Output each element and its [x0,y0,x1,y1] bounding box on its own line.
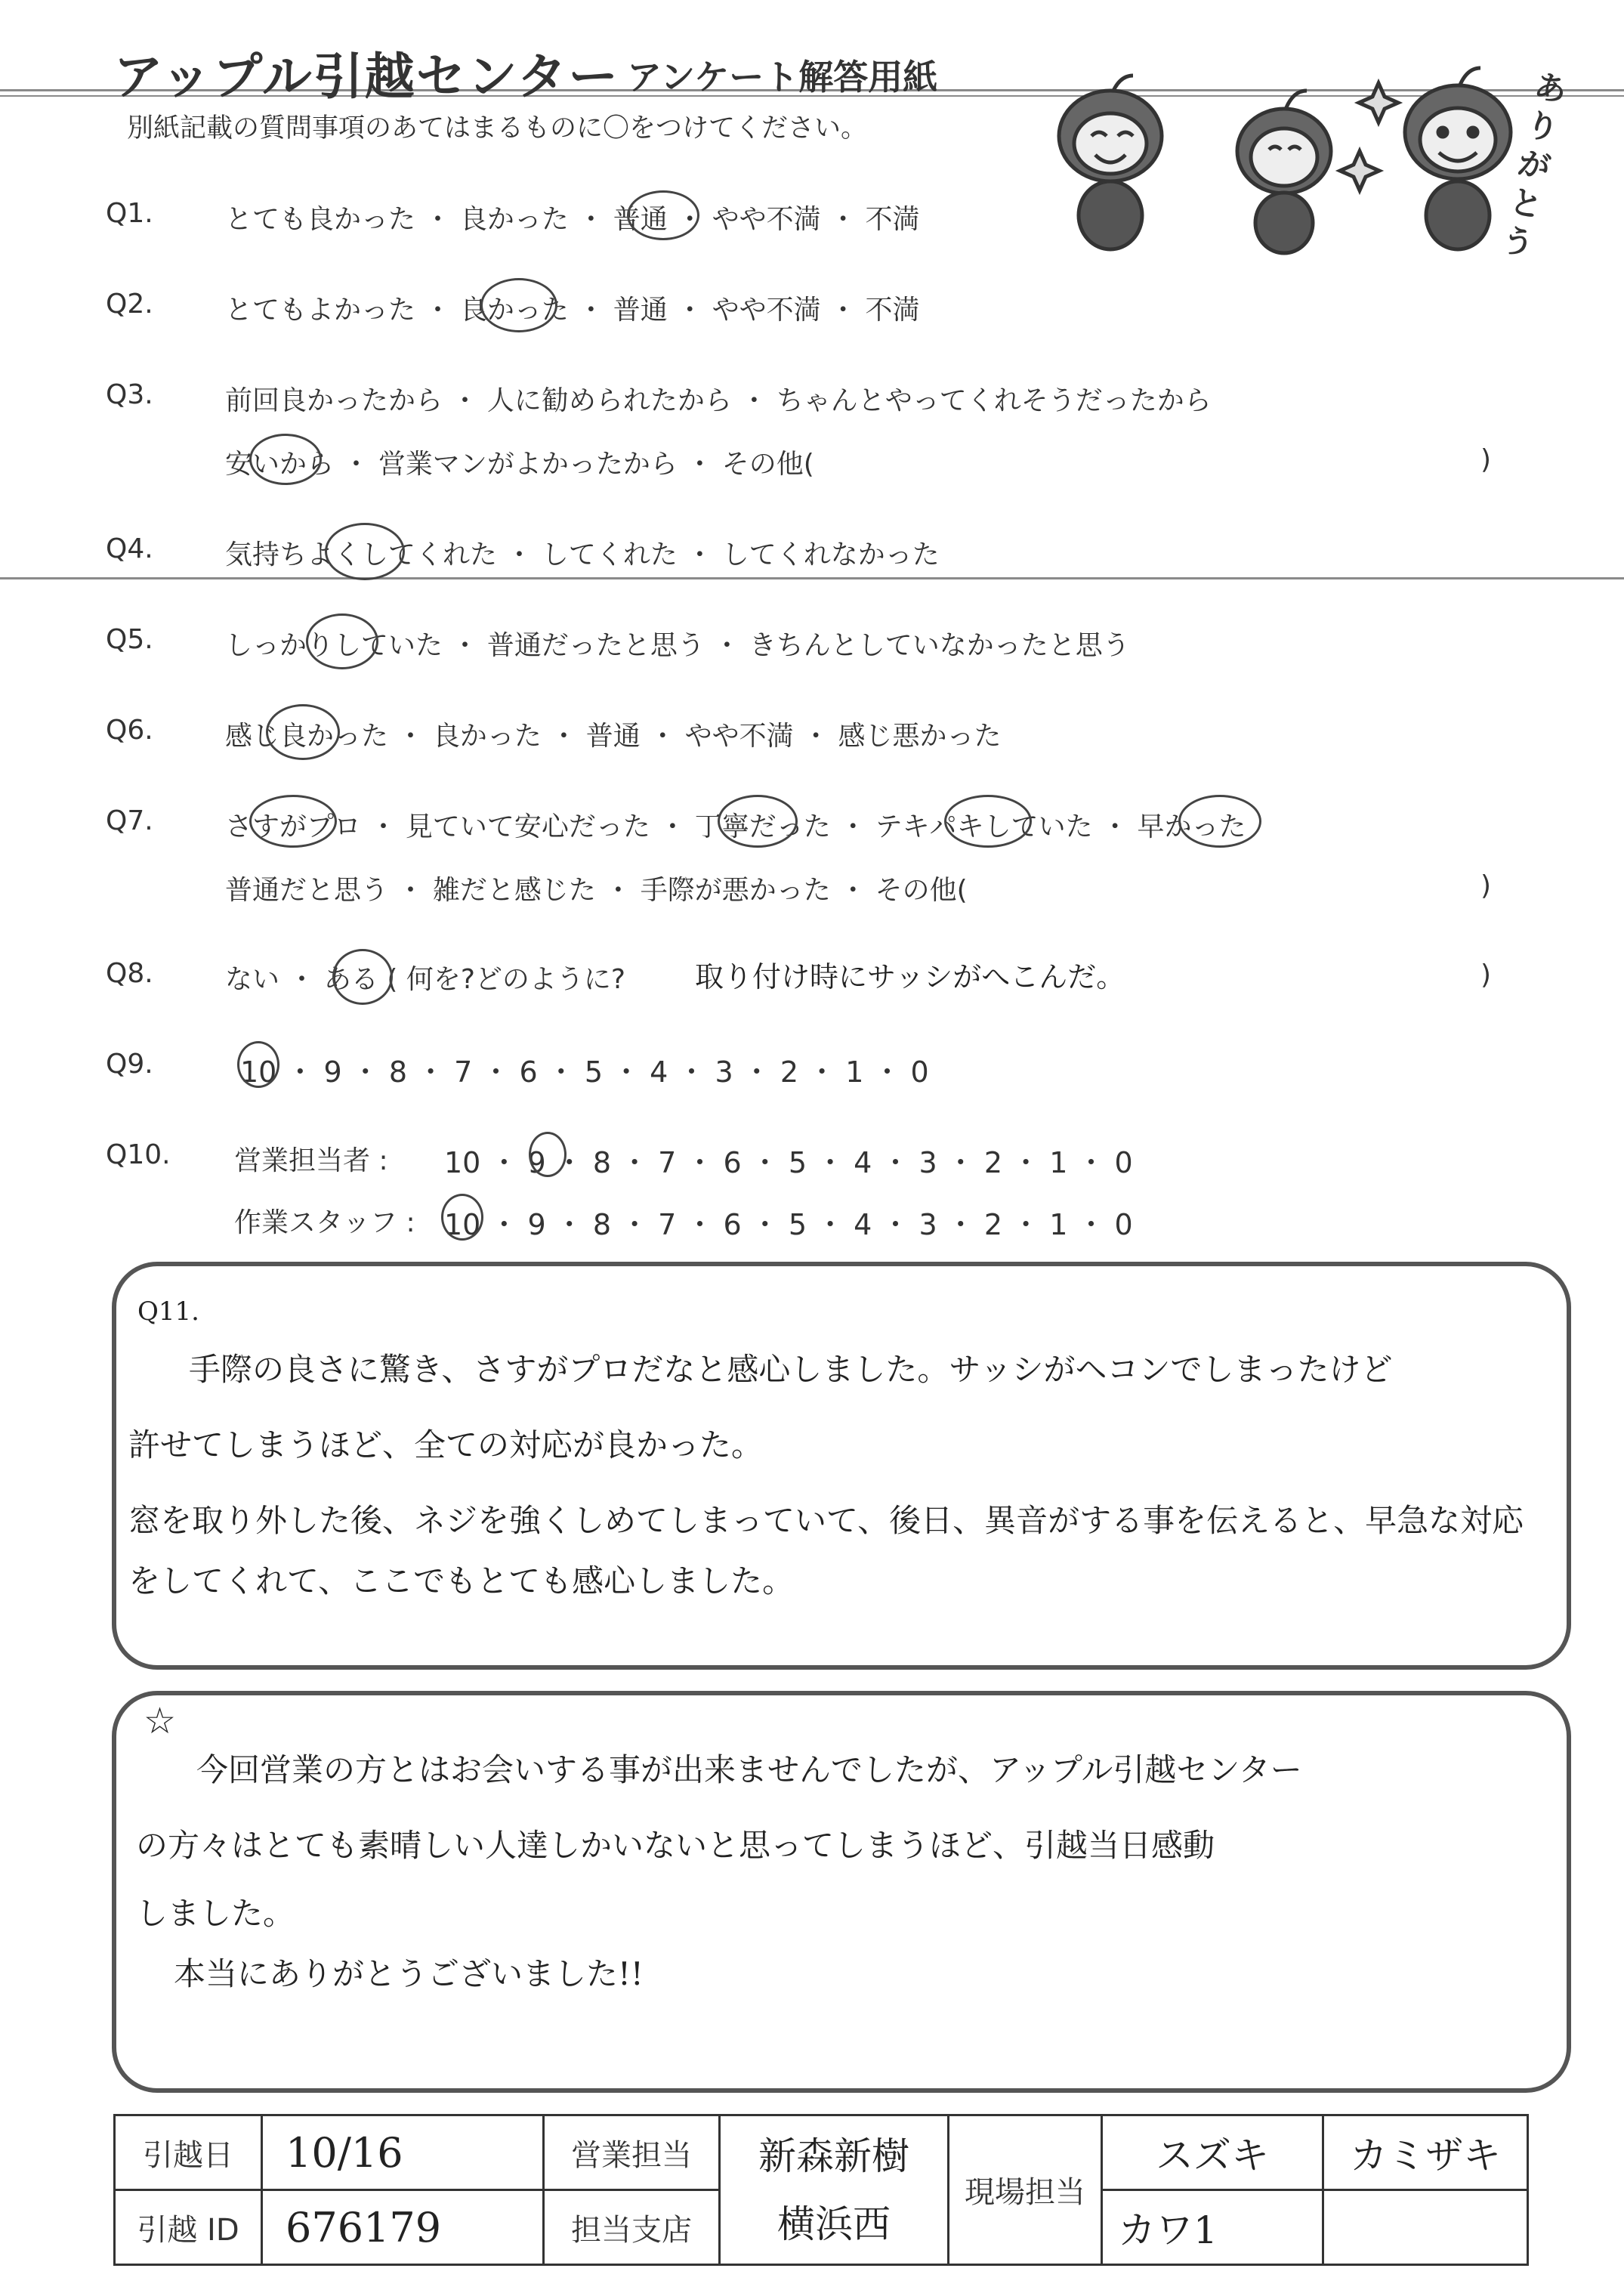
site-staff-name-3: カワ1 [1118,2208,1218,2252]
q7-options-line2: 普通だと思う ・ 雑だと感じた ・ 手際が悪かった ・ その他( [225,875,968,906]
site-staff-name-2: カミザキ [1350,2134,1501,2177]
q5-options: しっかりしていた ・ 普通だったと思う ・ きちんとしていなかったと思う [225,630,1130,661]
q7-close-paren: ) [1480,870,1492,901]
monkey-mascots-illustration [1035,53,1548,257]
q2-options: とてもよかった ・ 良かった ・ 普通 ・ やや不満 ・ 不満 [225,295,920,326]
q1-label: Q1. [106,198,153,229]
free-comment-line-1: 今回営業の方とはお会いする事が出来ませんでしたが、アップル引越センター [196,1751,1302,1788]
q7-options-line1: さすがプロ ・ 見ていて安心だった ・ 丁寧だった ・ テキパキしていた ・ 早かった [225,811,1246,842]
q1-options: とても良かった ・ 良かった ・ 普通 ・ やや不満 ・ 不満 [225,204,920,235]
company-title: アップル引越センター [113,48,620,106]
q11-line-1: 手際の良さに驚き、さすがプロだなと感心しました。サッシがヘコンでしまったけど [189,1351,1393,1388]
q4-label: Q4. [106,533,153,564]
branch-label: 担当支店 [544,2190,720,2265]
survey-subtitle: アンケート解答用紙 [627,57,938,97]
free-comment-line-2: の方々はとても素晴しい人達しかいないと思ってしまうほど、引越当日感動 [136,1827,1215,1864]
q4-answer-circle [325,523,405,580]
q9-answer-circle [237,1041,279,1088]
q3-label: Q3. [106,379,153,410]
thanks-label: ありがとう [1498,66,1570,264]
branch-value: 横浜西 [777,2202,891,2246]
q3-close-paren: ) [1480,444,1492,475]
q10-staff-answer-circle [441,1194,483,1241]
instruction-text: 別紙記載の質問事項のあてはまるものに〇をつけてください。 [127,113,868,144]
q7-answer-circle-brisk [944,795,1032,848]
q10-staff-label: 作業スタッフ : [234,1207,415,1238]
q9-scale: 10 ・ 9 ・ 8 ・ 7 ・ 6 ・ 5 ・ 4 ・ 3 ・ 2 ・ 1 ・ 0 [240,1055,929,1089]
q1-answer-circle [627,190,699,240]
q5-answer-circle [306,613,378,669]
q6-answer-circle [266,704,340,760]
free-comment-line-3: しました。 [136,1895,295,1932]
move-date-label: 引越日 [115,2115,262,2190]
q6-options: 感じ良かった ・ 良かった ・ 普通 ・ やや不満 ・ 感じ悪かった [225,721,1002,752]
q8-options: ない ・ ある ( 何を?どのように? [225,964,626,995]
q8-label: Q8. [106,958,153,989]
move-id-label: 引越 ID [115,2190,262,2265]
q8-handwritten-answer: 取り付け時にサッシがへこんだ。 [695,960,1125,994]
q7-answer-circle-fast [1178,795,1261,848]
q11-line-3: 窓を取り外した後、ネジを強くしめてしまっていて、後日、異音がする事を伝えると、早急な対応 [128,1502,1524,1539]
q4-options: 気持ちよくしてくれた ・ してくれた ・ してくれなかった [225,539,940,570]
q7-answer-circle-polite [718,795,798,848]
q11-line-4: をしてくれて、ここでもとても感心しました。 [128,1562,795,1599]
q6-label: Q6. [106,715,153,746]
free-comment-line-4: 本当にありがとうございました!! [174,1955,644,1992]
move-date-value: 10/16 [286,2128,403,2177]
q11-comment-box [112,1262,1571,1670]
q10-sales-scale: 10 ・ 9 ・ 8 ・ 7 ・ 6 ・ 5 ・ 4 ・ 3 ・ 2 ・ 1 ・ 0 [444,1146,1133,1179]
q3-options-line2: 安いから ・ 営業マンがよかったから ・ その他( [225,449,814,480]
q7-answer-circle-pro [249,795,337,848]
q10-label: Q10. [106,1139,171,1170]
q10-sales-label: 営業担当者 : [234,1145,388,1176]
q8-close-paren: ) [1480,960,1492,990]
q2-label: Q2. [106,289,153,320]
move-id-value: 676179 [286,2203,442,2251]
q3-answer-circle [249,434,322,485]
q10-staff-scale: 10 ・ 9 ・ 8 ・ 7 ・ 6 ・ 5 ・ 4 ・ 3 ・ 2 ・ 1 ・ 0 [444,1208,1133,1241]
q7-label: Q7. [106,805,153,836]
sales-value: 新森新樹 [758,2134,909,2178]
q11-line-2: 許せてしまうほど、全ての対応が良かった。 [128,1426,764,1463]
q2-answer-circle [480,278,557,332]
move-info-table [113,2114,1529,2266]
site-staff-name-1: スズキ [1156,2134,1269,2177]
q9-label: Q9. [106,1049,153,1080]
sales-label: 営業担当 [544,2115,720,2190]
site-staff-label: 現場担当 [949,2115,1102,2265]
star-icon: ☆ [144,1700,177,1742]
q11-label: Q11. [137,1296,199,1327]
q8-answer-circle [332,949,393,1005]
q5-label: Q5. [106,624,153,655]
q3-options-line1: 前回良かったから ・ 人に勧められたから ・ ちゃんとやってくれそうだったから [225,385,1212,416]
q10-sales-answer-circle [529,1132,567,1177]
mid-rule [0,577,1624,579]
